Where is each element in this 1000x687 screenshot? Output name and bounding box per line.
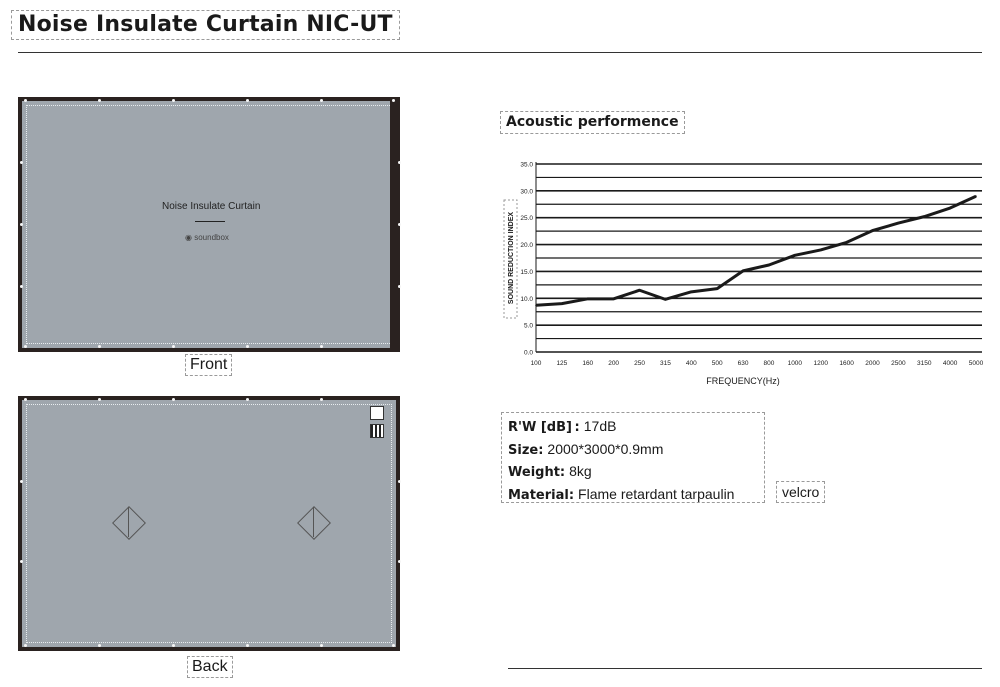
spec-value: Flame retardant tarpaulin — [578, 485, 735, 502]
grommet — [246, 398, 249, 401]
grommet — [172, 345, 175, 348]
x-tick-label: 2000 — [865, 360, 880, 367]
data-point — [716, 288, 718, 290]
back-curtain-stitching — [26, 404, 392, 643]
grommet — [392, 99, 395, 102]
chart-y-ticks — [520, 162, 533, 357]
x-tick-label: 400 — [685, 360, 697, 367]
grommet — [246, 99, 249, 102]
grommet — [320, 398, 323, 401]
x-tick-label: 1200 — [813, 360, 828, 367]
y-tick-label: 15.0 — [520, 268, 533, 276]
curtain-print-brand — [185, 233, 229, 242]
chart-x-ticks — [531, 360, 984, 367]
spec-row-size — [508, 438, 758, 461]
x-tick-label: 800 — [763, 360, 775, 367]
grommet — [398, 560, 401, 563]
x-tick-label: 630 — [737, 360, 749, 367]
y-tick-label: 0.0 — [523, 349, 533, 357]
back-caption: Back — [187, 656, 233, 678]
grommet — [98, 345, 101, 348]
grommet — [98, 644, 101, 647]
spec-value: 2000*3000*0.9mm — [547, 440, 664, 457]
x-tick-label: 4000 — [942, 360, 958, 367]
grommet — [98, 398, 101, 401]
spec-list — [501, 412, 765, 503]
data-point — [587, 298, 589, 300]
spec-row-material — [508, 483, 758, 506]
curtain-print-title: Noise Insulate Curtain — [162, 201, 261, 212]
curtain-print-underline — [195, 221, 225, 222]
x-tick-label: 1000 — [787, 360, 803, 367]
front-caption: Front — [185, 354, 232, 376]
y-tick-label: 25.0 — [520, 215, 533, 223]
grommet — [320, 644, 323, 647]
chart-x-axis-label: FREQUENCY(Hz) — [706, 376, 780, 386]
data-point — [768, 264, 770, 266]
grommet — [172, 398, 175, 401]
grommet — [398, 161, 401, 164]
data-point — [846, 242, 848, 244]
grommet — [20, 560, 23, 563]
spec-value: 17dB — [583, 418, 617, 434]
data-point — [949, 207, 951, 209]
x-tick-label: 200 — [608, 360, 620, 367]
data-point — [742, 270, 744, 272]
grommet — [398, 223, 401, 226]
grommet — [320, 345, 323, 348]
care-label-icon — [370, 406, 384, 420]
velcro-note: velcro — [776, 481, 825, 503]
chart-grid — [536, 164, 982, 352]
spec-row-weight — [508, 460, 758, 483]
x-tick-label: 3150 — [917, 360, 932, 367]
spec-row-rw — [508, 415, 758, 438]
x-tick-label: 1600 — [839, 360, 854, 367]
curtain-print-brand-text: soundbox — [194, 233, 229, 242]
grommet — [24, 345, 27, 348]
spec-value: 8kg — [569, 463, 592, 479]
soundbox-logo-icon: ◉ — [185, 233, 192, 242]
x-tick-label: 315 — [659, 360, 671, 367]
x-tick-label: 250 — [634, 360, 645, 367]
series-line — [536, 196, 976, 305]
chart-points — [535, 195, 977, 306]
y-tick-label: 35.0 — [520, 161, 533, 169]
spec-label: Material: — [508, 487, 575, 503]
grommet — [20, 161, 23, 164]
y-tick-label: 20.0 — [520, 242, 533, 250]
grommet — [24, 99, 27, 102]
x-tick-label: 100 — [530, 360, 542, 367]
grommet — [172, 644, 175, 647]
grommet — [398, 480, 401, 483]
data-point — [975, 195, 977, 197]
qr-code-icon — [370, 424, 384, 438]
header-divider — [18, 52, 982, 53]
grommet — [20, 480, 23, 483]
spec-label: Weight: — [508, 465, 566, 480]
data-point — [665, 299, 667, 301]
front-curtain-stitching — [26, 105, 392, 344]
grommet — [172, 99, 175, 102]
y-tick-label: 5.0 — [523, 322, 533, 330]
spec-label: R'W [dB] : — [508, 420, 580, 435]
grommet — [246, 345, 249, 348]
acoustic-chart — [500, 150, 990, 395]
grommet — [398, 285, 401, 288]
data-point — [639, 289, 641, 291]
chart-y-axis-label: SOUND REDUCTION INDEX — [508, 211, 515, 305]
spec-label: Size: — [508, 442, 544, 458]
back-curtain-image — [18, 396, 400, 651]
grommet — [24, 644, 27, 647]
data-point — [872, 230, 874, 232]
data-point — [820, 249, 822, 251]
x-tick-label: 125 — [556, 360, 568, 367]
data-point — [794, 255, 796, 257]
data-point — [613, 298, 615, 300]
acoustic-section-title: Acoustic performence — [500, 111, 685, 134]
grommet — [24, 398, 27, 401]
x-tick-label: 2500 — [891, 360, 906, 367]
grommet — [320, 99, 323, 102]
x-tick-label: 5000 — [968, 360, 984, 367]
grommet — [392, 644, 395, 647]
data-point — [898, 222, 900, 224]
x-tick-label: 160 — [582, 360, 594, 367]
hanging-loop-right-icon — [313, 507, 314, 537]
grommet — [98, 99, 101, 102]
data-point — [535, 304, 537, 306]
grommet — [20, 285, 23, 288]
page-title: Noise Insulate Curtain NIC-UT — [11, 10, 400, 40]
data-point — [923, 216, 925, 218]
data-point — [561, 303, 563, 305]
front-curtain-image — [18, 97, 400, 352]
grommet — [246, 644, 249, 647]
y-tick-label: 10.0 — [520, 295, 533, 303]
footer-divider — [508, 668, 982, 669]
grommet — [20, 223, 23, 226]
data-point — [690, 291, 692, 293]
x-tick-label: 500 — [711, 360, 723, 367]
y-tick-label: 30.0 — [520, 188, 533, 196]
hanging-loop-left-icon — [128, 507, 129, 537]
